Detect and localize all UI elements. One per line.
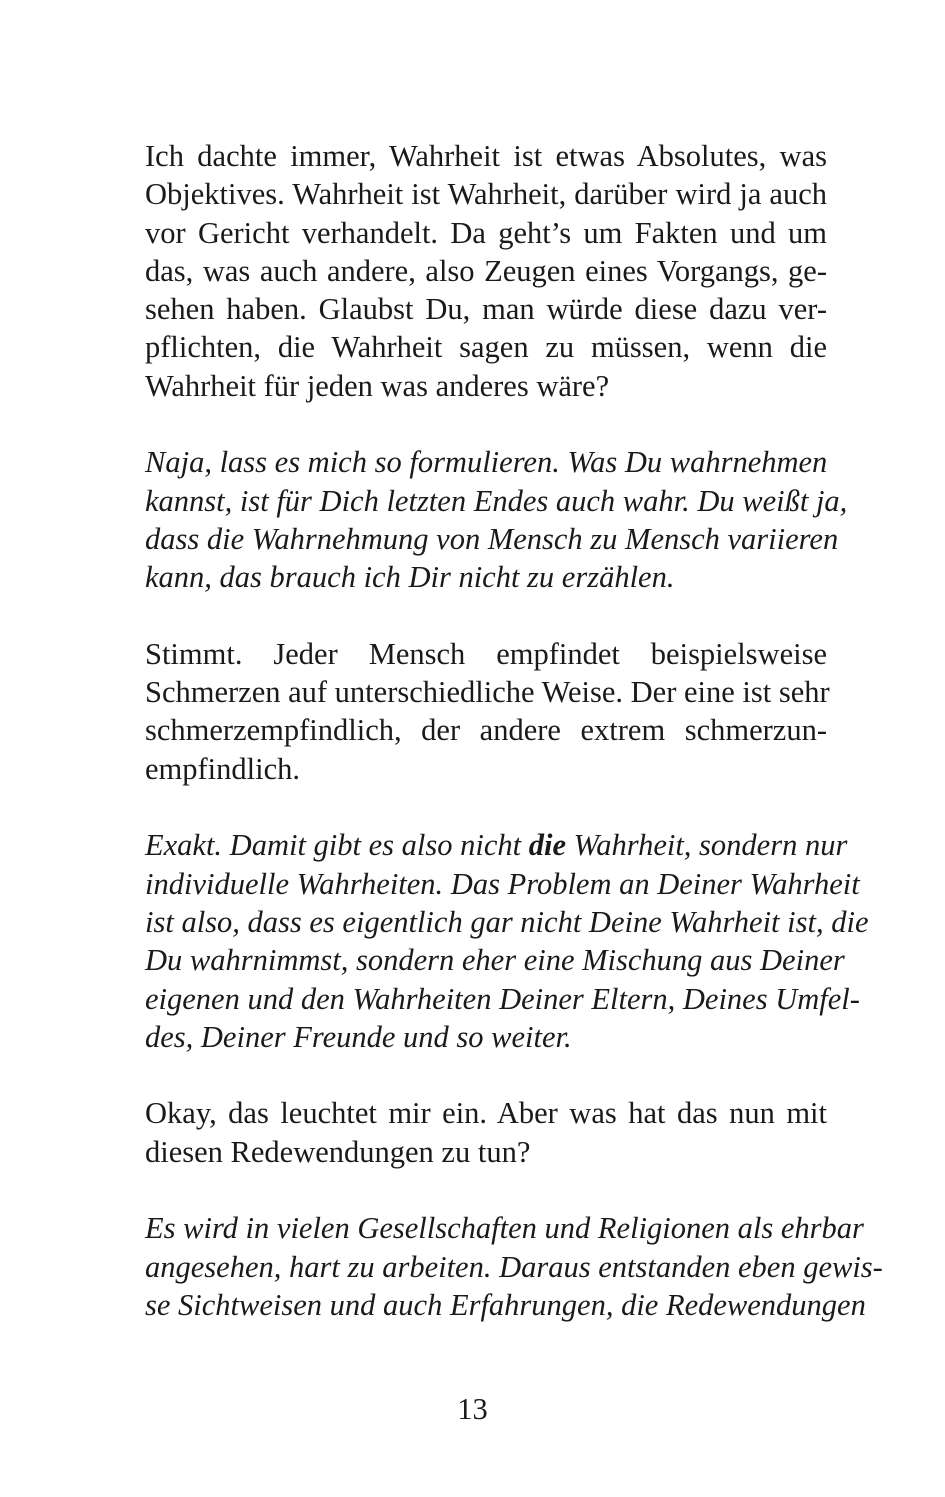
paragraph-4: [145, 826, 869, 1056]
paragraph-3: [145, 635, 830, 788]
text-line: diesen Redewendungen zu tun?: [145, 1134, 531, 1169]
text-segment: Exakt. Damit gibt es also nicht: [145, 828, 529, 863]
text-line: kann, das brauch ich Dir nicht zu erzählen.: [145, 560, 675, 595]
text-line: Stimmt. Jeder Mensch empfindet beispielsweise: [145, 636, 827, 671]
text-line: dass die Wahrnehmung von Mensch zu Mensch variieren: [145, 521, 839, 556]
text-line: eigenen und den Wahrheiten Deiner Eltern, Deines Umfel-: [145, 981, 860, 1016]
text-line: [145, 826, 848, 864]
text-line: Ich dachte immer, Wahrheit ist etwas Absolutes, was: [145, 139, 827, 173]
text-line: Schmerzen auf unterschiedliche Weise. Der eine ist sehr: [145, 675, 830, 710]
text-segment: Wahrheit, sondern nur: [566, 828, 848, 863]
text-line: kannst, ist für Dich letzten Endes auch wahr. Du weißt ja,: [145, 483, 848, 518]
text-line: pflichten, die Wahrheit sagen zu müssen, wenn die: [145, 330, 827, 365]
paragraph-5: [145, 1094, 827, 1171]
text-line: se Sichtweisen und auch Erfahrungen, die Redewendungen: [145, 1287, 866, 1322]
text-line: Es wird in vielen Gesellschaften und Religionen als ehrbar: [145, 1211, 864, 1246]
text-line: schmerzempfindlich, der andere extrem schmerzun-: [145, 713, 827, 748]
paragraph-2: [145, 443, 848, 596]
paragraph-1: [145, 137, 827, 405]
text-line: Objektives. Wahrheit ist Wahrheit, darüber wird ja auch: [145, 177, 827, 212]
text-line: Okay, das leuchtet mir ein. Aber was hat das nun mit: [145, 1096, 827, 1131]
text-line: des, Deiner Freunde und so weiter.: [145, 1019, 572, 1054]
emphasis-word: die: [528, 828, 567, 863]
paragraph-6: [145, 1209, 883, 1324]
page-number: 13: [457, 1392, 488, 1426]
text-line: Wahrheit für jeden was anderes wäre?: [145, 368, 610, 403]
text-line: Naja, lass es mich so formulieren. Was Du wahrnehmen: [145, 445, 828, 480]
text-line: individuelle Wahrheiten. Das Problem an Deiner Wahrheit: [145, 866, 860, 901]
text-line: vor Gericht verhandelt. Da geht’s um Fakten und um: [145, 215, 827, 250]
text-line: das, was auch andere, also Zeugen eines Vorgangs, ge-: [145, 253, 827, 288]
text-line: ist also, dass es eigentlich gar nicht Deine Wahrheit ist, die: [145, 904, 869, 939]
text-line: Du wahrnimmst, sondern eher eine Mischung aus Deiner: [145, 943, 845, 978]
text-line: angesehen, hart zu arbeiten. Daraus entstanden eben gewis-: [145, 1249, 883, 1284]
text-line: empfindlich.: [145, 751, 301, 786]
body-text: [145, 137, 883, 1324]
text-line: sehen haben. Glaubst Du, man würde diese dazu ver-: [145, 292, 827, 327]
